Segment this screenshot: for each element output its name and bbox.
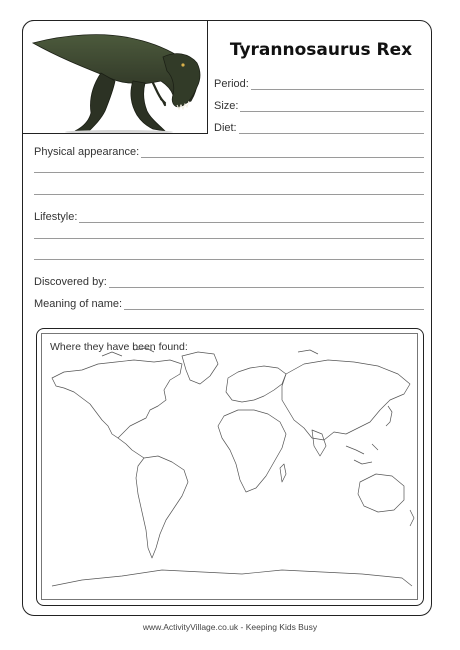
south-america-outline [136, 456, 188, 558]
lifestyle-label: Lifestyle: [34, 211, 78, 223]
antarctica-outline [52, 570, 412, 586]
physical-appearance-field[interactable] [34, 142, 424, 158]
period-writing-line [251, 78, 424, 90]
meaning-of-name-writing-line [124, 298, 424, 310]
africa-outline [218, 410, 286, 492]
lifestyle-field[interactable] [34, 207, 424, 223]
dinosaur-picture-frame [22, 20, 208, 134]
diet-field[interactable] [214, 118, 424, 134]
australia-outline [358, 474, 404, 512]
period-label: Period: [214, 78, 249, 90]
arctic-islands-outline [102, 348, 318, 356]
physical-appearance-writing-line [141, 146, 424, 158]
physical-appearance-extra-line[interactable] [34, 194, 424, 195]
lifestyle-extra-line[interactable] [34, 238, 424, 239]
map-section [36, 328, 424, 606]
tyrannosaurus-illustration [23, 21, 208, 134]
lifestyle-writing-line [79, 211, 424, 223]
japan-outline [386, 406, 392, 426]
lifestyle-extra-line[interactable] [34, 259, 424, 260]
footer-credit: www.ActivityVillage.co.uk - Keeping Kids Busy [142, 622, 318, 632]
size-writing-line [240, 100, 424, 112]
size-label: Size: [214, 100, 239, 112]
map-title: Where they have been found: [50, 341, 188, 353]
physical-appearance-extra-line[interactable] [34, 172, 424, 173]
map-frame[interactable] [41, 333, 418, 600]
southeast-asia-islands-outline [346, 444, 378, 464]
north-america-outline [52, 360, 182, 438]
discovered-by-field[interactable] [34, 272, 424, 288]
greenland-outline [182, 352, 218, 384]
discovered-by-label: Discovered by: [34, 276, 107, 288]
meaning-of-name-field[interactable] [34, 294, 424, 310]
period-field[interactable] [214, 74, 424, 90]
central-america-outline [118, 438, 144, 458]
europe-outline [226, 366, 286, 402]
worksheet-title: Tyrannosaurus Rex [229, 40, 413, 60]
discovered-by-writing-line [109, 276, 424, 288]
diet-label: Diet: [214, 122, 237, 134]
physical-appearance-label: Physical appearance: [34, 146, 140, 158]
diet-writing-line [239, 122, 424, 134]
size-field[interactable] [214, 96, 424, 112]
madagascar-outline [280, 464, 286, 482]
world-map-outline [42, 334, 419, 601]
meaning-of-name-label: Meaning of name: [34, 298, 123, 310]
india-outline [312, 430, 326, 456]
new-zealand-outline [410, 510, 414, 526]
asia-outline [282, 360, 410, 440]
